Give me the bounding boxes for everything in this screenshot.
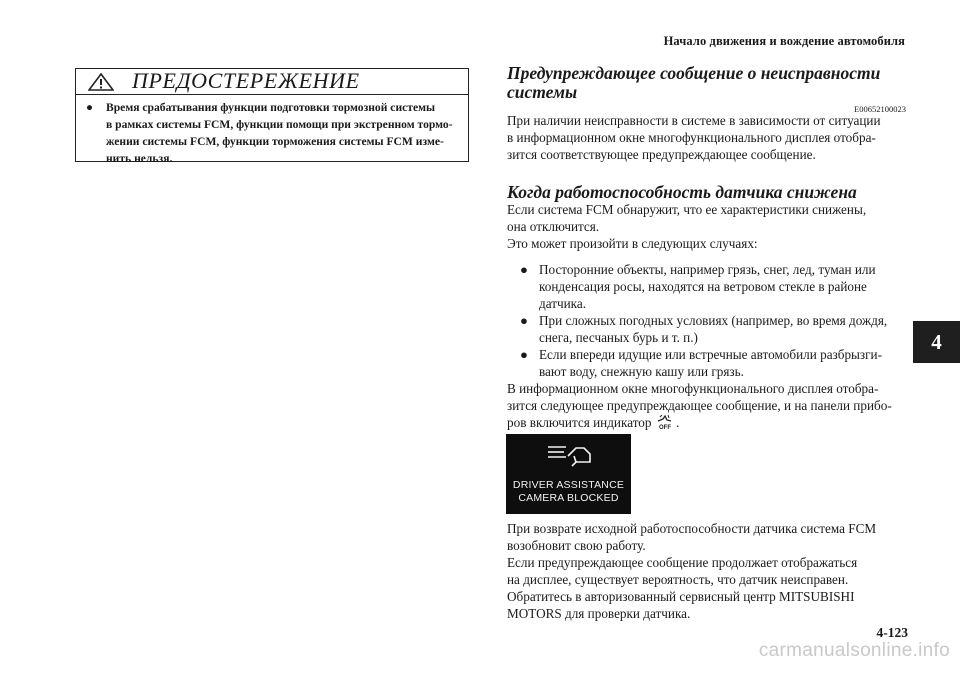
text-line: Обратитесь в авторизованный сервисный центр MITSUBISHI xyxy=(507,589,855,604)
text-line: Если впереди идущие или встречные автомобили разбрызги- xyxy=(539,347,882,362)
text-line: При сложных погодных условиях (например, во время дождя, xyxy=(539,313,888,328)
text-line: на дисплее, существует вероятность, что датчик неисправен. xyxy=(507,572,849,587)
text-line: вают воду, снежную кашу или грязь. xyxy=(539,364,744,379)
warning-line: Время срабатывания функции подготовки тормозной системы xyxy=(106,101,436,114)
warning-line: в рамках системы FCM, функции помощи при экстренном тормо- xyxy=(106,118,453,131)
text-line: Если система FCM обнаружит, что ее характеристики снижены, xyxy=(507,202,867,217)
text-line: MOTORS для проверки датчика. xyxy=(507,606,691,621)
text-line: датчика. xyxy=(539,296,587,311)
display-line: CAMERA BLOCKED xyxy=(518,491,619,504)
watermark: carmanualsonline.info xyxy=(758,640,950,661)
section-title-sensor: Когда работоспособность датчика снижена xyxy=(507,182,857,202)
indicator-suffix: . xyxy=(676,415,680,430)
display-screen xyxy=(506,434,631,514)
text-line xyxy=(507,414,907,431)
svg-text:OFF: OFF xyxy=(658,425,671,430)
text-line: зится соответствующее предупреждающее сообщение. xyxy=(507,147,816,162)
display-line: DRIVER ASSISTANCE xyxy=(512,479,625,491)
warning-header xyxy=(76,69,468,95)
bullet: ● xyxy=(520,262,528,277)
section-title-malfunction xyxy=(507,64,880,102)
text-line: она отключится. xyxy=(507,219,600,234)
warning-title: ПРЕДОСТЕРЕЖЕНИЕ xyxy=(132,68,360,93)
section-title-line: системы xyxy=(507,82,578,102)
warning-triangle-icon xyxy=(88,73,114,91)
text-line: Посторонние объекты, например грязь, снег, лед, туман или xyxy=(539,262,876,277)
display-message xyxy=(506,479,631,504)
text-line: зится следующее предупреждающее сообщение, и на панели прибо- xyxy=(507,398,892,413)
warning-box xyxy=(75,68,469,165)
indicator-sentence: ров включится индикатор xyxy=(507,415,652,430)
list-item xyxy=(520,346,910,380)
bullet: ● xyxy=(520,313,528,328)
section2-intro xyxy=(507,201,907,252)
warning-line: жении системы FCM, функции торможения системы FCM изме- xyxy=(106,135,444,148)
text-line: снега, песчаных бурь и т. п.) xyxy=(539,330,698,345)
section1-paragraph xyxy=(507,112,907,163)
text-line: конденсация росы, находятся на ветровом стекле в районе xyxy=(539,279,867,294)
warning-line: нить нельзя. xyxy=(106,152,173,165)
list-item xyxy=(520,312,910,346)
text-line: в информационном окне многофункционального дисплея отобра- xyxy=(507,130,876,145)
section-code: E00652100023 xyxy=(854,104,906,114)
fcm-off-indicator-icon xyxy=(655,414,673,430)
conditions-list xyxy=(520,261,910,380)
section2-after xyxy=(507,380,907,431)
text-line: При наличии неисправности в системе в зависимости от ситуации xyxy=(507,113,881,128)
bullet: ● xyxy=(520,347,528,362)
section-title-line: Предупреждающее сообщение о неисправности xyxy=(507,63,881,83)
text-line: В информационном окне многофункционального дисплея отобра- xyxy=(507,381,879,396)
page-header: Начало движения и вождение автомобиля xyxy=(663,34,905,48)
text-line: При возврате исходной работоспособности датчика система FCM xyxy=(507,521,877,536)
bullet: ● xyxy=(86,101,94,114)
forward-camera-icon xyxy=(546,442,594,470)
text-line: Это может произойти в следующих случаях: xyxy=(507,236,758,251)
list-item xyxy=(520,261,910,312)
page-number: 4-123 xyxy=(876,625,908,640)
text-line: возобновит свою работу. xyxy=(507,538,646,553)
warning-text xyxy=(86,99,461,167)
text-line: Если предупреждающее сообщение продолжает отображаться xyxy=(507,555,858,570)
section2-closing xyxy=(507,520,907,622)
chapter-tab: 4 xyxy=(913,321,960,363)
